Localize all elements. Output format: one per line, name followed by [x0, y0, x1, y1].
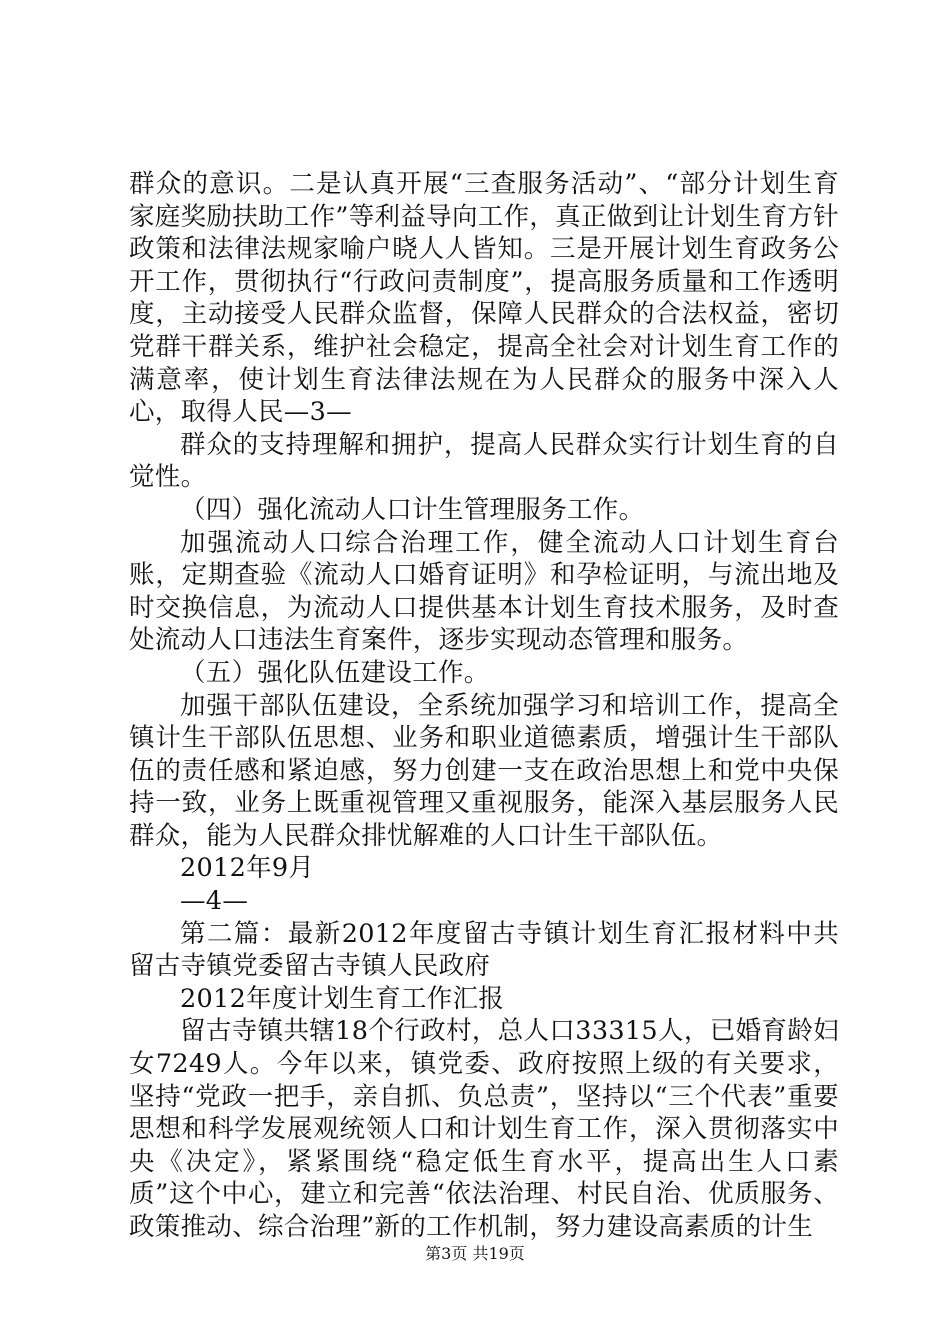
- date-line: 2012年9月: [180, 853, 315, 884]
- page-marker: —4—: [180, 886, 249, 917]
- paragraph: 群众的支持理解和拥护，提高人民群众实行计划生育的自觉性。: [129, 429, 839, 493]
- section-heading: （四）强化流动人口计生管理服务工作。: [180, 494, 645, 525]
- page-number-label: 第3页 共19页: [425, 1244, 525, 1263]
- page-footer: [0, 1244, 950, 1264]
- paragraph: 群众的意识。二是认真开展“三查服务活动”、“部分计划生育家庭奖励扶助工作”等利益导向工作，真正做到让计划生育方针政策和法律法规家喻户晓人人皆知。三是开展计划生育政务公开工作，贯彻执行“行政问责制度”，提高服务质量和工作透明度，主动接受人民群众监督，保障人民群众的合法权益，密切党群干群关系，维护社会稳定，提高全社会对计划生育工作的满意率，使计划生育法律法规在为人民群众的服务中深入人心，取得人民—3—: [129, 169, 839, 428]
- document-body: [129, 168, 839, 1244]
- paragraph: 加强干部队伍建设，全系统加强学习和培训工作，提高全镇计生干部队伍思想、业务和职业道德素质，增强计生干部队伍的责任感和紧迫感，努力创建一支在政治思想上和党中央保持一致，业务上既重视管理又重视服务，能深入基层服务人民群众，能为人民群众排忧解难的人口计生干部队伍。: [129, 690, 839, 851]
- section-heading: （五）强化队伍建设工作。: [180, 657, 490, 688]
- report-title: 2012年度计划生育工作汇报: [180, 983, 505, 1014]
- paragraph: 加强流动人口综合治理工作，健全流动人口计划生育台账，定期查验《流动人口婚育证明》和孕检证明，与流出地及时交换信息，为流动人口提供基本计划生育技术服务，及时查处流动人口违法生育案件，逐步实现动态管理和服务。: [129, 527, 839, 656]
- article-title: 第二篇：最新2012年度留古寺镇计划生育汇报材料中共留古寺镇党委留古寺镇人民政府: [129, 918, 839, 982]
- paragraph: 留古寺镇共辖18个行政村，总人口33315人，已婚育龄妇女7249人。今年以来，镇党委、政府按照上级的有关要求，坚持“党政一把手，亲自抓、负总责”，坚持以“三个代表”重要思想和科学发展观统领人口和计划生育工作，深入贯彻落实中央《决定》，紧紧围绕“稳定低生育水平，提高出生人口素质”这个中心，建立和完善“依法治理、村民自治、优质服务、政策推动、综合治理”新的工作机制，努力建设高素质的计生: [129, 1016, 839, 1242]
